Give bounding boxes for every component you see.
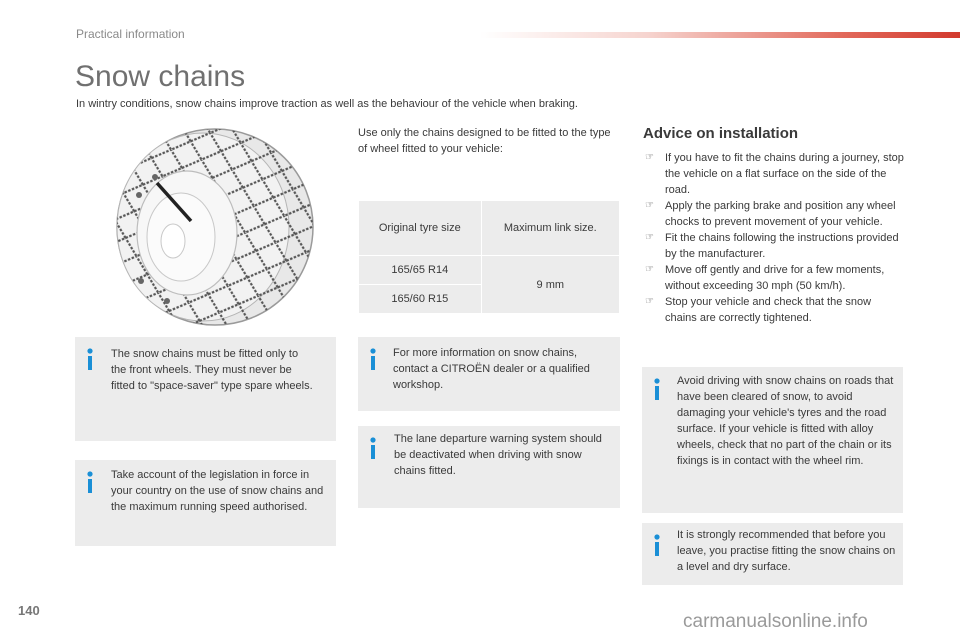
advice-list — [643, 150, 905, 326]
page-title: Snow chains — [75, 60, 246, 93]
tyre-size-table — [358, 200, 620, 314]
info-icon — [652, 378, 662, 400]
bullet-icon: ☞ — [645, 264, 654, 275]
info-box-practise-fitting — [642, 523, 903, 585]
bullet-icon: ☞ — [645, 232, 654, 243]
list-item: ☞ Move off gently and drive for a few moments, without exceeding 30 mph (50 km/h). — [645, 264, 885, 292]
list-item: ☞ Apply the parking brake and position any wheel chocks to prevent movement of your vehicle. — [645, 200, 896, 228]
bullet-icon: ☞ — [645, 152, 654, 163]
info-box-legislation — [75, 460, 336, 546]
info-text: The lane departure warning system should be deactivated when driving with snow chains fitted. — [394, 433, 602, 477]
info-box-more-information — [358, 337, 620, 411]
info-box-lane-departure — [358, 426, 620, 508]
intro-text: In wintry conditions, snow chains improve traction as well as the behaviour of the vehicle when braking. — [76, 98, 578, 110]
header-bar — [480, 32, 960, 38]
info-box-avoid-cleared-roads — [642, 367, 903, 513]
bullet-icon: ☞ — [645, 296, 654, 307]
info-text: The snow chains must be fitted only to the front wheels. They must never be fitted to "space-saver" type spare wheels. — [111, 348, 313, 392]
chains-fitting-text: Use only the chains designed to be fitted to the type of wheel fitted to your vehicle: — [358, 127, 611, 155]
table-cell-link-size: 9 mm — [481, 256, 619, 314]
info-box-front-wheels — [75, 337, 336, 441]
info-icon — [85, 471, 95, 493]
list-item: ☞ Stop your vehicle and check that the snow chains are correctly tightened. — [645, 296, 872, 324]
table-header-row — [359, 201, 620, 256]
info-icon — [652, 534, 662, 556]
table-header-cell: Original tyre size — [359, 201, 482, 256]
table-cell: 165/65 R14 — [359, 256, 482, 285]
section-label: Practical information — [76, 27, 185, 41]
advice-title: Advice on installation — [643, 125, 799, 142]
snow-chain-wheel-illustration — [95, 125, 325, 330]
list-item: ☞ If you have to fit the chains during a journey, stop the vehicle on a flat surface on the side of the road. — [645, 152, 904, 196]
info-text: For more information on snow chains, contact a CITROËN dealer or a qualified workshop. — [393, 347, 590, 391]
table-row — [359, 256, 620, 285]
table-header-cell: Maximum link size. — [481, 201, 619, 256]
page-number: 140 — [18, 603, 40, 618]
table-cell: 165/60 R15 — [359, 285, 482, 314]
info-text: Take account of the legislation in force in your country on the use of snow chains and the maximum running speed authorised. — [111, 469, 324, 513]
list-item: ☞ Fit the chains following the instructions provided by the manufacturer. — [645, 232, 899, 260]
info-text: It is strongly recommended that before you leave, you practise fitting the snow chains on a level and dry surface. — [677, 529, 896, 573]
info-icon — [85, 348, 95, 370]
info-text: Avoid driving with snow chains on roads that have been cleared of snow, to avoid damaging your vehicle's tyres and the road surface. If your vehicle is fitted with alloy wheels, check that no part of the chain or its fixings is in contact with the wheel rim. — [677, 375, 894, 467]
watermark: carmanualsonline.info — [683, 611, 868, 632]
info-icon — [368, 348, 378, 370]
info-icon — [368, 437, 378, 459]
bullet-icon: ☞ — [645, 200, 654, 211]
